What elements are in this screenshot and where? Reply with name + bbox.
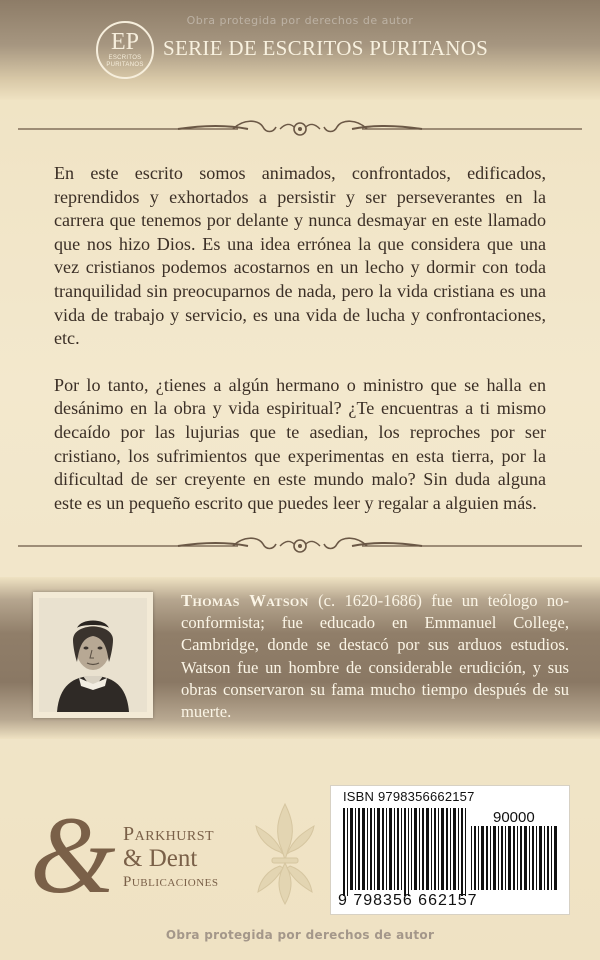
author-bio-text: (c. 1620-1686) fue un teólogo no-conformista; fue educado en Emmanuel College, Cambridge, donde se destacó por sus arduos estudios. Watson fue un hombre de considerable erudición, y sus obras conservaron su fama mucho tiempo después de su muerte. xyxy=(181,591,570,722)
author-bio xyxy=(181,590,569,723)
publisher-line-3: Publicaciones xyxy=(123,874,219,890)
publisher-ampersand: & xyxy=(30,794,116,916)
copyright-notice: Obra protegida por derechos de autor xyxy=(165,928,435,942)
author-name: Thomas Watson xyxy=(181,591,309,610)
ornamental-divider-bottom xyxy=(18,536,582,556)
ep-logo xyxy=(96,21,154,79)
price-code: 90000 xyxy=(493,809,535,826)
logo-subtext: ESCRITOS PURITANOS xyxy=(106,55,144,68)
publisher-name xyxy=(123,822,219,892)
author-portrait xyxy=(33,592,153,718)
watermark-notice: Obra protegida por derechos de autor xyxy=(186,14,414,27)
description-paragraph-1: En este escrito somos animados, confrontados, edificados, reprendidos y exhortados a persistir y ser perseverantes en la carrera que tenemos por delante y nunca desmayar en este llamado que nos hizo Dios. Es una idea errónea la que considera que una vez cristianos podemos acostarnos en un lecho y dormir con toda tranquilidad sin preocuparnos de nada, pero la vida cristiana es una vida de trabajo y servicio, es una vida de lucha y confrontaciones, etc. xyxy=(54,163,546,349)
portrait-engraving-icon xyxy=(39,598,147,712)
book-description xyxy=(54,162,546,538)
fleur-de-lis-icon xyxy=(250,802,320,906)
header-band xyxy=(0,0,600,100)
description-paragraph-2: Por lo tanto, ¿tienes a algún hermano o ministro que se halla en desánimo en la obra y vida espiritual? ¿Te encuentras a ti mismo decaído por las lujurias que te asedian, los reproches por ser cristiano, los sufrimientos que experimentas en esta tierra, por la dificultad de ser creyente en este mundo malo? Sin duda alguna este es un pequeño escrito que puedes leer y regalar a alguien más. xyxy=(54,374,546,513)
isbn-barcode xyxy=(330,785,570,915)
series-title: SERIE DE ESCRITOS PURITANOS xyxy=(163,36,489,60)
logo-initials: EP xyxy=(110,29,139,55)
barcode-digits: 9 798356 662157 xyxy=(338,892,478,909)
ornamental-divider-top xyxy=(18,119,582,139)
isbn-label: ISBN 9798356662157 xyxy=(343,789,475,804)
publisher-line-1: Parkhurst xyxy=(123,823,215,845)
publisher-line-2: & Dent xyxy=(123,845,198,872)
